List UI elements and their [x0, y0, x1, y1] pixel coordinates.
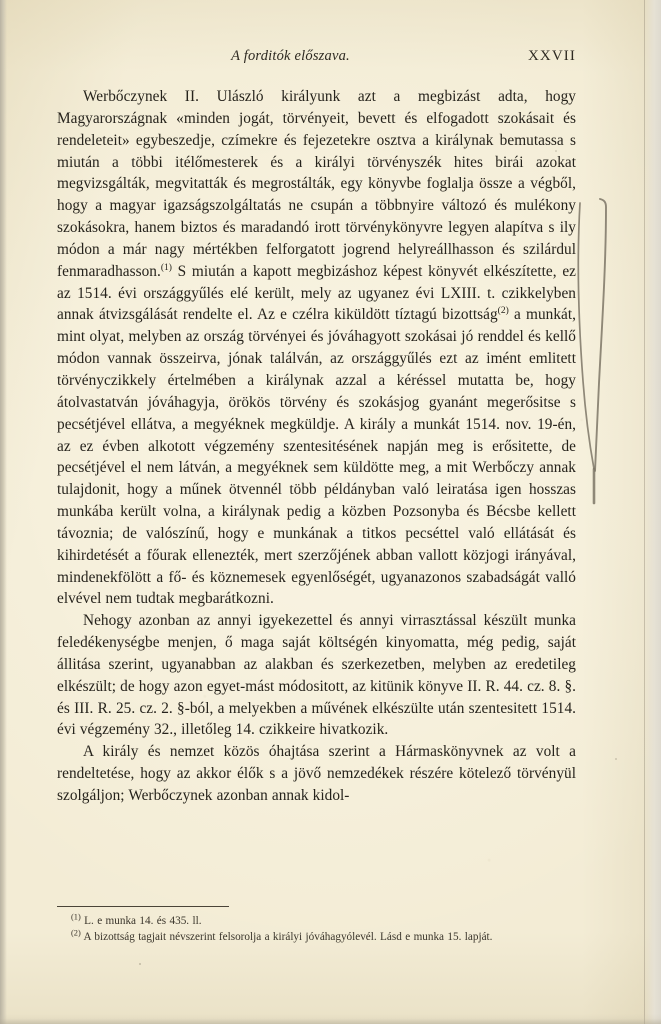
footnote-reference-2: (2) — [497, 306, 509, 317]
footnote-1 — [57, 914, 576, 930]
footnote-separator-rule — [57, 906, 229, 907]
scan-edge-left — [0, 0, 7, 1024]
text-block — [57, 0, 576, 807]
footnote-2-marker: (2) — [71, 927, 81, 937]
running-head — [57, 48, 576, 86]
footnote-1-text: L. e munka 14. és 435. ll. — [84, 915, 202, 927]
scan-edge-bottom — [0, 1014, 661, 1024]
paragraph-2: Nehogy azonban az annyi igyekezettel és annyi virrasztással készült munka feledékenységbe menjen, ő maga saját költségén kinyomatta, még pedig, saját állitása szerint, ugyanabban az alakban és szerkezetben, melyben az eredetileg elkészült; de hogy azon egyet-mást módositott, az kitünik könyve II. R. 44. cz. 8. §. és III. R. 25. cz. 2. §-ból, a melyekben a művének elkészülte után szentesitett 1514. évi végzemény 32., illetőleg 14. czikkeire hivatkozik. — [57, 612, 576, 739]
scan-edge-right — [644, 0, 661, 1024]
paragraph-1-part-b: S miután a kapott megbizáshoz képest könyvét elkészítette, ez az 1514. évi országgyűlés elé került, mely az ugyanez évi LXIII. t. czikkelyben annak átvizsgálását rendelte el. Az e czélra kiküldött tíztagú bizottság — [57, 262, 576, 324]
paragraph-1 — [57, 86, 576, 610]
paper-speck — [615, 758, 617, 760]
footnote-2 — [57, 927, 576, 946]
paragraph-3: A király és nemzet közös óhajtása szerint a Hármaskönyvnek az volt a rendeltetése, hogy az akkor élők s a jövő nemzedékek részére kötelező törvényül szolgáljon; Werbőczynek azonban annak kidol- — [57, 743, 576, 804]
page-number: XXVII — [528, 48, 576, 64]
running-head-title: A forditók előszava. — [231, 48, 350, 64]
paper-speck — [139, 963, 141, 965]
footnote-reference-1: (1) — [160, 262, 172, 273]
paragraph-1-part-c: a munkát, mint olyat, melyben az ország törvényei és jóváhagyott szokásai jó renddel és kellő módon vannak összeirva, jónak találván, az országgyűlés ezt az imént emlitett törvényczikkely értelmében a királynak azzal a kéréssel mutatta be, hogy átolvastatván jóváhagyja, örökös törvény és szokásjog gyanánt megerősitse s pecsétjével ellátva, a megyéknek megküldje. A király a munkát 1514. nov. 19-én, az ez évben alkotott végzemény szentesitésének napján meg is erősitette, de pecsétjével el nem látván, a megyéknek sem küldötte meg, a mit Werbőczy annak tulajdonit, hogy a műnek ötvennél több példányban való leiratása igen hosszas munkába került volna, a királynak pedig a közben Pozsonyba és Bécsbe kellett távoznia; de valószínű, hogy e munkának a titkos pecséttel való ellátását és kihirdetését a főurak ellenezték, mert szerzőjének abban vallott közjogi irányával, mindenekfölött a fő- és köznemesek egyenlőségét, ugyanazonos szabadságát valló elvével nem tudtak megbarátkozni. — [57, 306, 576, 608]
paragraph-1-part-a: Werbőczynek II. Ulászló királyunk azt a megbizást adta, hogy Magyarországnak «minden jogát, törvényeit, bevett és elfogadott szokásait és rendeleteit» egybeszedje, czímekre és fejezetekre osztva a királynak bemutassa s miután a többi itélőmesterek és a királyi törvényszék hites birái azokat megvizsgálták, megvitatták és megrostálták, egy könyvbe foglalja össze a végből, hogy a magyar igazságszolgáltatás ne csupán a többnyire változó és mulékony szokásokra, hanem biztos és maradandó irott törvénykönyvre legyen alapítva s ily módon a már nagy mértékben felforgatott jogrend helyreállhasson és szilárdul fenmaradhasson. — [57, 88, 576, 280]
footnote-1-marker: (1) — [71, 912, 81, 922]
footnote-2-text: A bizottság tagjait névszerint felsorolja a királyi jóváhagyólevél. Lásd e munka 15. lapját. — [83, 930, 493, 943]
paper-speck — [555, 150, 557, 152]
footnote-area — [57, 906, 576, 945]
margin-pencil-bracket-icon — [566, 185, 636, 505]
